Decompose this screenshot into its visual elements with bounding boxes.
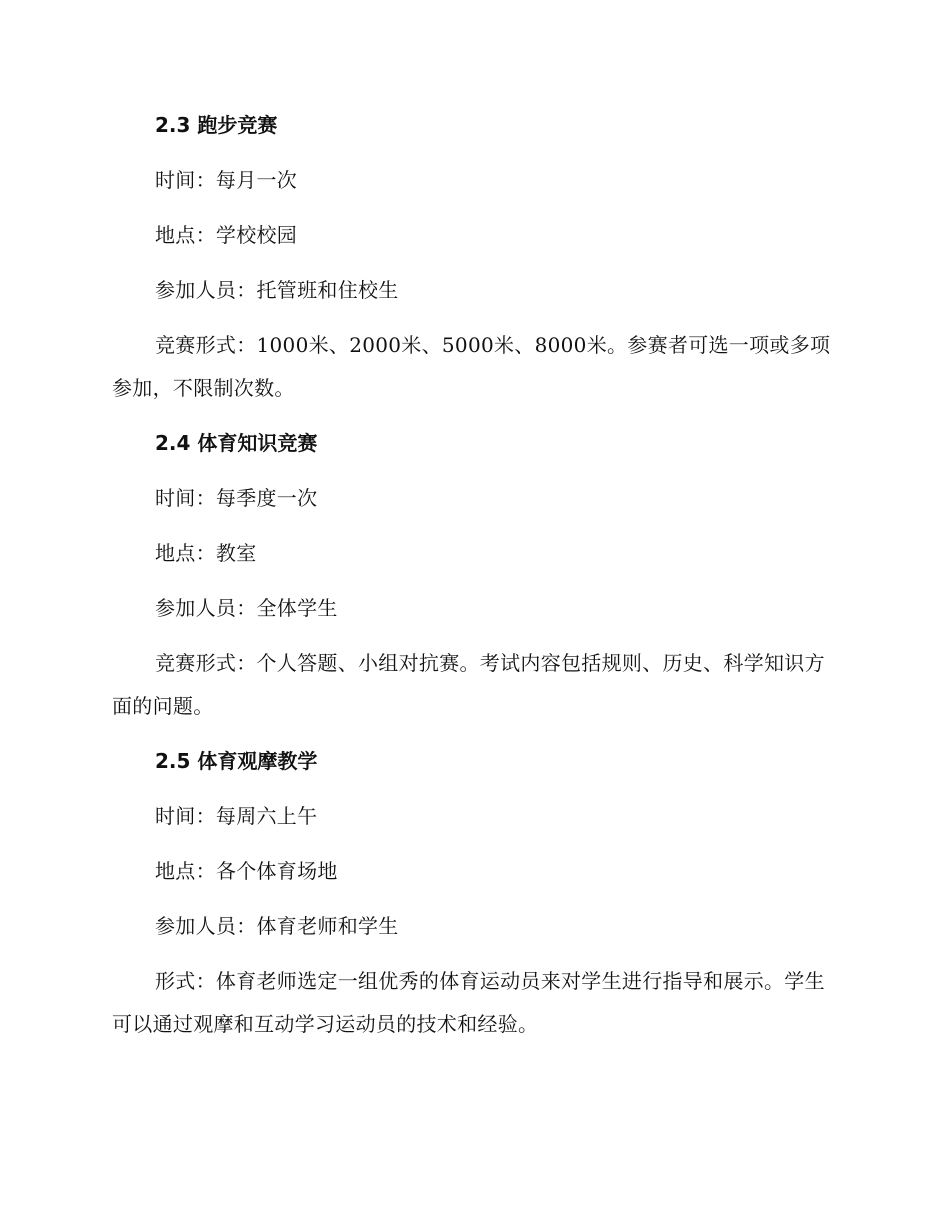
time-line: 时间：每季度一次	[155, 486, 318, 510]
place-line: 地点：各个体育场地	[155, 859, 338, 883]
place-line: 地点：学校校园	[155, 223, 298, 247]
time-line: 时间：每周六上午	[155, 804, 318, 828]
participants-line: 参加人员：全体学生	[155, 596, 338, 620]
section-observation-teaching	[112, 740, 838, 1046]
section-heading: 2.5 体育观摩教学	[155, 749, 318, 773]
section-heading: 2.4 体育知识竞赛	[155, 431, 318, 455]
format-paragraph: 竞赛形式：1000米、2000米、5000米、8000米。参赛者可选一项或多项参加，不限制次数。	[112, 333, 831, 400]
place-line: 地点：教室	[155, 541, 257, 565]
participants-line: 参加人员：体育老师和学生	[155, 914, 399, 938]
section-sports-knowledge-contest	[112, 422, 838, 728]
section-running-race	[112, 104, 838, 410]
format-paragraph: 竞赛形式：个人答题、小组对抗赛。考试内容包括规则、历史、科学知识方面的问题。	[112, 651, 825, 718]
document-page	[112, 104, 838, 1058]
section-heading: 2.3 跑步竞赛	[155, 113, 278, 137]
time-line: 时间：每月一次	[155, 168, 298, 192]
format-paragraph: 形式：体育老师选定一组优秀的体育运动员来对学生进行指导和展示。学生可以通过观摩和互动学习运动员的技术和经验。	[112, 969, 825, 1036]
participants-line: 参加人员：托管班和住校生	[155, 278, 399, 302]
